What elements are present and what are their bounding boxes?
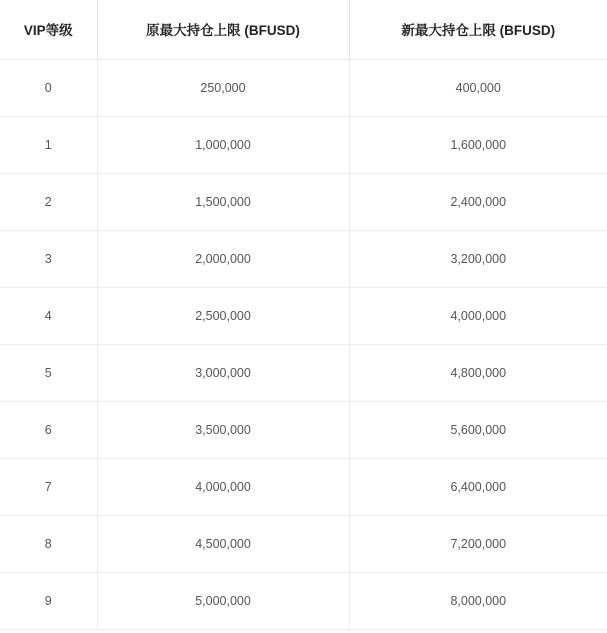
- cell-new-limit: 4,000,000: [349, 287, 607, 344]
- cell-old-limit: 1,500,000: [97, 173, 349, 230]
- cell-new-limit: 3,200,000: [349, 230, 607, 287]
- cell-vip-level: 1: [0, 116, 97, 173]
- table-row: [0, 572, 607, 629]
- cell-old-limit: 4,500,000: [97, 515, 349, 572]
- cell-vip-level: 5: [0, 344, 97, 401]
- table-row: [0, 173, 607, 230]
- cell-vip-level: 7: [0, 458, 97, 515]
- cell-vip-level: 0: [0, 59, 97, 116]
- cell-old-limit: 2,000,000: [97, 230, 349, 287]
- table-row: [0, 59, 607, 116]
- cell-old-limit: 3,000,000: [97, 344, 349, 401]
- column-header-old-limit: 原最大持仓上限 (BFUSD): [97, 0, 349, 59]
- column-header-vip-level: VIP等级: [0, 0, 97, 59]
- table-body: [0, 59, 607, 629]
- table-row: [0, 116, 607, 173]
- table-row: [0, 515, 607, 572]
- cell-old-limit: 1,000,000: [97, 116, 349, 173]
- table-row: [0, 458, 607, 515]
- cell-vip-level: 4: [0, 287, 97, 344]
- table-row: [0, 344, 607, 401]
- cell-vip-level: 3: [0, 230, 97, 287]
- cell-vip-level: 9: [0, 572, 97, 629]
- cell-new-limit: 5,600,000: [349, 401, 607, 458]
- table-row: [0, 401, 607, 458]
- cell-old-limit: 5,000,000: [97, 572, 349, 629]
- table-row: [0, 230, 607, 287]
- cell-vip-level: 8: [0, 515, 97, 572]
- column-header-new-limit: 新最大持仓上限 (BFUSD): [349, 0, 607, 59]
- cell-vip-level: 2: [0, 173, 97, 230]
- table-header: [0, 0, 607, 59]
- cell-old-limit: 4,000,000: [97, 458, 349, 515]
- cell-new-limit: 1,600,000: [349, 116, 607, 173]
- cell-new-limit: 7,200,000: [349, 515, 607, 572]
- cell-new-limit: 8,000,000: [349, 572, 607, 629]
- cell-old-limit: 3,500,000: [97, 401, 349, 458]
- cell-old-limit: 250,000: [97, 59, 349, 116]
- cell-new-limit: 400,000: [349, 59, 607, 116]
- cell-old-limit: 2,500,000: [97, 287, 349, 344]
- cell-new-limit: 4,800,000: [349, 344, 607, 401]
- cell-vip-level: 6: [0, 401, 97, 458]
- cell-new-limit: 2,400,000: [349, 173, 607, 230]
- cell-new-limit: 6,400,000: [349, 458, 607, 515]
- table-header-row: [0, 0, 607, 59]
- table-row: [0, 287, 607, 344]
